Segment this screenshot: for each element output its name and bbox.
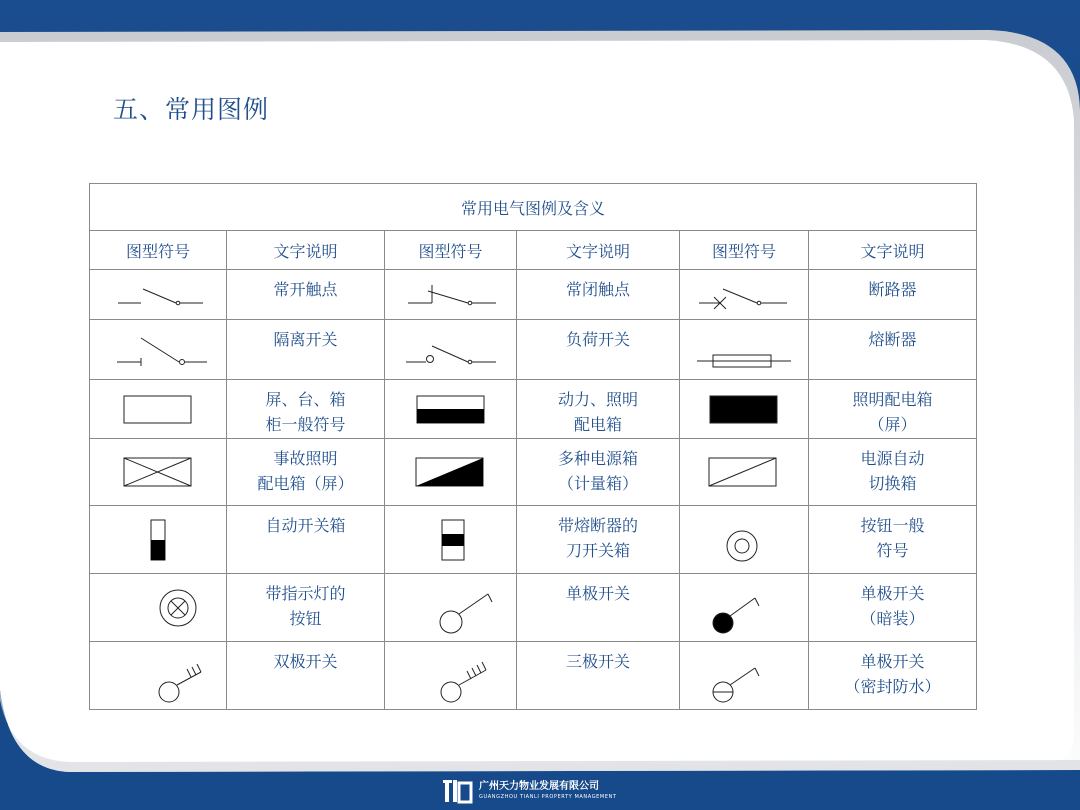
normally-closed-contact-icon (396, 275, 506, 315)
load-switch-icon (396, 328, 506, 372)
company-logo (443, 776, 617, 806)
description-line: （密封防水） (844, 677, 941, 696)
description-cell (227, 380, 385, 439)
fuse-knife-switch-box-icon (396, 516, 506, 564)
description-line: 熔断器 (868, 330, 917, 349)
description-line: 常闭触点 (565, 280, 630, 299)
sealed-single-pole-switch-icon (689, 648, 799, 704)
symbol-cell (680, 506, 809, 574)
legend-table (89, 183, 977, 710)
description-cell (227, 320, 385, 380)
symbol-cell (680, 270, 809, 320)
header-symbol: 图型符号 (90, 231, 227, 270)
description-cell (227, 574, 385, 642)
description-line: 隔离开关 (273, 330, 338, 349)
description-line: 事故照明 (273, 449, 338, 468)
description-cell (809, 574, 977, 642)
header-description: 文字说明 (517, 231, 680, 270)
concealed-single-pole-switch-icon (689, 580, 799, 636)
description-line: 按钮 (289, 609, 322, 628)
symbol-cell (385, 642, 517, 710)
symbol-cell (385, 380, 517, 439)
company-name-en: GUANGZHOU TIANLI PROPERTY MANAGEMENT (479, 794, 617, 800)
symbol-cell (680, 642, 809, 710)
table-row (90, 320, 977, 380)
description-line: 自动开关箱 (265, 516, 346, 535)
description-line: 负荷开关 (565, 330, 630, 349)
symbol-cell (90, 574, 227, 642)
description-line: 单极开关 (565, 584, 630, 603)
table-row (90, 506, 977, 574)
fuse-icon (689, 328, 799, 372)
description-line: （屏） (868, 415, 917, 434)
description-line: 常开触点 (273, 280, 338, 299)
header-description: 文字说明 (227, 231, 385, 270)
description-cell (227, 642, 385, 710)
description-line: 单极开关 (860, 584, 925, 603)
double-pole-switch-icon (103, 648, 213, 704)
symbol-cell (90, 320, 227, 380)
symbol-cell (680, 439, 809, 506)
description-line: 多种电源箱 (557, 449, 638, 468)
table-row (90, 439, 977, 506)
description-cell (227, 439, 385, 506)
description-cell (809, 380, 977, 439)
description-line: 电源自动 (860, 449, 925, 468)
table-header-row (90, 231, 977, 270)
description-line: （计量箱） (557, 474, 638, 493)
description-cell (517, 642, 680, 710)
description-line: 动力、照明 (557, 390, 638, 409)
description-line: （暗装） (860, 609, 925, 628)
description-line: 带指示灯的 (265, 584, 346, 603)
circuit-breaker-icon (689, 275, 799, 315)
description-cell (517, 270, 680, 320)
description-line: 屏、台、箱 (265, 390, 346, 409)
description-line: 三极开关 (565, 652, 630, 671)
description-cell (809, 320, 977, 380)
description-cell (517, 320, 680, 380)
description-cell (517, 439, 680, 506)
header-description: 文字说明 (809, 231, 977, 270)
symbol-cell (680, 574, 809, 642)
lighting-distribution-box-icon (689, 389, 799, 429)
power-lighting-box-icon (396, 389, 506, 429)
table-row (90, 380, 977, 439)
company-name (479, 781, 617, 801)
symbol-cell (385, 320, 517, 380)
description-cell (517, 506, 680, 574)
description-cell (517, 380, 680, 439)
description-line: 双极开关 (273, 652, 338, 671)
description-cell (809, 439, 977, 506)
symbol-cell (385, 439, 517, 506)
description-line: 刀开关箱 (565, 541, 630, 560)
symbol-cell (90, 380, 227, 439)
description-cell (809, 270, 977, 320)
description-cell (227, 270, 385, 320)
symbol-cell (385, 270, 517, 320)
table-caption: 常用电气图例及含义 (90, 184, 977, 231)
description-line: 带熔断器的 (557, 516, 638, 535)
panel-box-icon (103, 389, 213, 429)
description-line: 断路器 (868, 280, 917, 299)
description-cell (809, 642, 977, 710)
description-line: 配电箱 (573, 415, 622, 434)
symbol-cell (385, 506, 517, 574)
triple-pole-switch-icon (396, 648, 506, 704)
symbol-cell (90, 439, 227, 506)
isolating-switch-icon (103, 328, 213, 372)
description-line: 按钮一般 (860, 516, 925, 535)
header-symbol: 图型符号 (680, 231, 809, 270)
table-row (90, 270, 977, 320)
description-line: 符号 (876, 541, 909, 560)
table-row (90, 642, 977, 710)
single-pole-switch-icon (396, 580, 506, 636)
company-logo-icon (443, 777, 473, 805)
auto-switch-box-icon (103, 516, 213, 564)
header-symbol: 图型符号 (385, 231, 517, 270)
page-title: 五、常用图例 (113, 95, 270, 124)
auto-transfer-icon (689, 452, 799, 492)
description-line: 柜一般符号 (265, 415, 346, 434)
emergency-lighting-box-icon (103, 452, 213, 492)
description-cell (227, 506, 385, 574)
description-line: 配电箱（屏） (257, 474, 354, 493)
table-row (90, 574, 977, 642)
push-button-icon (689, 516, 799, 564)
company-name-cn: 广州天力物业发展有限公司 (479, 781, 599, 792)
multi-power-box-icon (396, 452, 506, 492)
symbol-cell (385, 574, 517, 642)
symbol-cell (90, 506, 227, 574)
description-cell (809, 506, 977, 574)
symbol-cell (90, 270, 227, 320)
description-cell (517, 574, 680, 642)
table-caption-row (90, 184, 977, 231)
symbol-cell (680, 380, 809, 439)
symbol-cell (90, 642, 227, 710)
description-line: 切换箱 (868, 474, 917, 493)
indicator-button-icon (103, 584, 213, 632)
description-line: 单极开关 (860, 652, 925, 671)
description-line: 照明配电箱 (852, 390, 933, 409)
symbol-cell (680, 320, 809, 380)
normally-open-contact-icon (103, 275, 213, 315)
